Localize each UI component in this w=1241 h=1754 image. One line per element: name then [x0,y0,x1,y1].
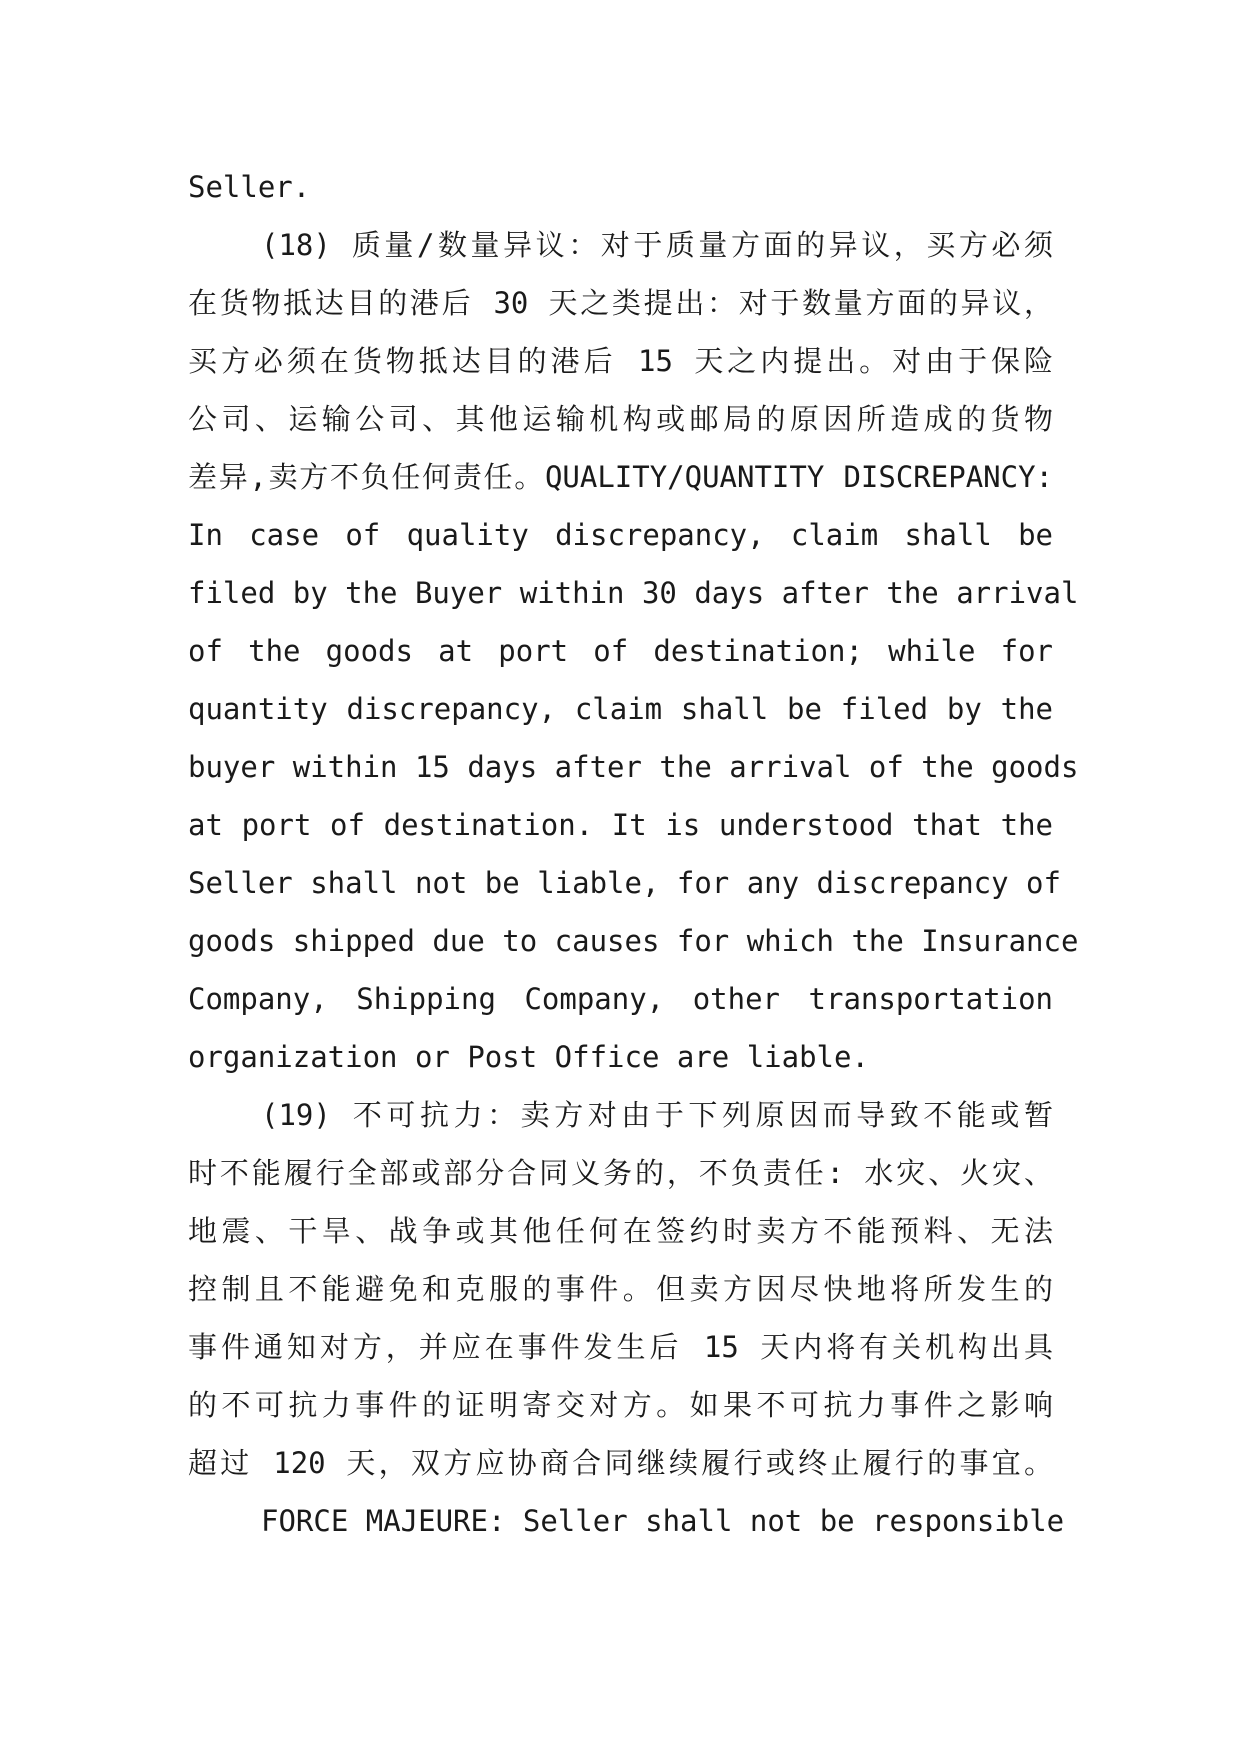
text-line: FORCE MAJEURE: Seller shall not be responsible [261,1504,1065,1538]
text-line: 在货物抵达目的港后 30 天之类提出：对于数量方面的异议， [188,286,1053,320]
text-line: 公司、运输公司、其他运输机构或邮局的原因所造成的货物 [188,402,1053,436]
text-line: 事件通知对方，并应在事件发生后 15 天内将有关机构出具 [188,1330,1053,1364]
text-line: 超过 120 天，双方应协商合同继续履行或终止履行的事宜。 [188,1446,1053,1480]
text-line: Company, Shipping Company, other transportation [188,982,1053,1016]
text-line: 的不可抗力事件的证明寄交对方。如果不可抗力事件之影响 [188,1388,1053,1422]
text-line: at port of destination. It is understood that the [188,808,1053,842]
text-line: goods shipped due to causes for which the Insurance [188,924,1079,958]
text-line: Seller. [188,170,311,204]
text-line: filed by the Buyer within 30 days after the arrival [188,576,1079,610]
text-line: quantity discrepancy, claim shall be filed by the [188,692,1053,726]
text-line: organization or Post Office are liable. [188,1040,869,1074]
text-line: 买方必须在货物抵达目的港后 15 天之内提出。对由于保险 [188,344,1053,378]
text-line: In case of quality discrepancy, claim shall be [188,518,1053,552]
text-line: buyer within 15 days after the arrival of the goods [188,750,1079,784]
text-line: 时不能履行全部或部分合同义务的，不负责任: 水灾、火灾、 [188,1156,1053,1190]
text-line: 控制且不能避免和克服的事件。但卖方因尽快地将所发生的 [188,1272,1053,1306]
text-line: (18) 质量/数量异议：对于质量方面的异议，买方必须 [261,228,1053,262]
text-line: (19) 不可抗力：卖方对由于下列原因而导致不能或暂 [261,1098,1053,1132]
text-line: of the goods at port of destination; while for [188,634,1053,668]
text-line: 地震、干旱、战争或其他任何在签约时卖方不能预料、无法 [188,1214,1053,1248]
text-line: 差异,卖方不负任何责任。QUALITY/QUANTITY DISCREPANCY: [188,460,1053,494]
text-line: Seller shall not be liable, for any discrepancy of [188,866,1061,900]
